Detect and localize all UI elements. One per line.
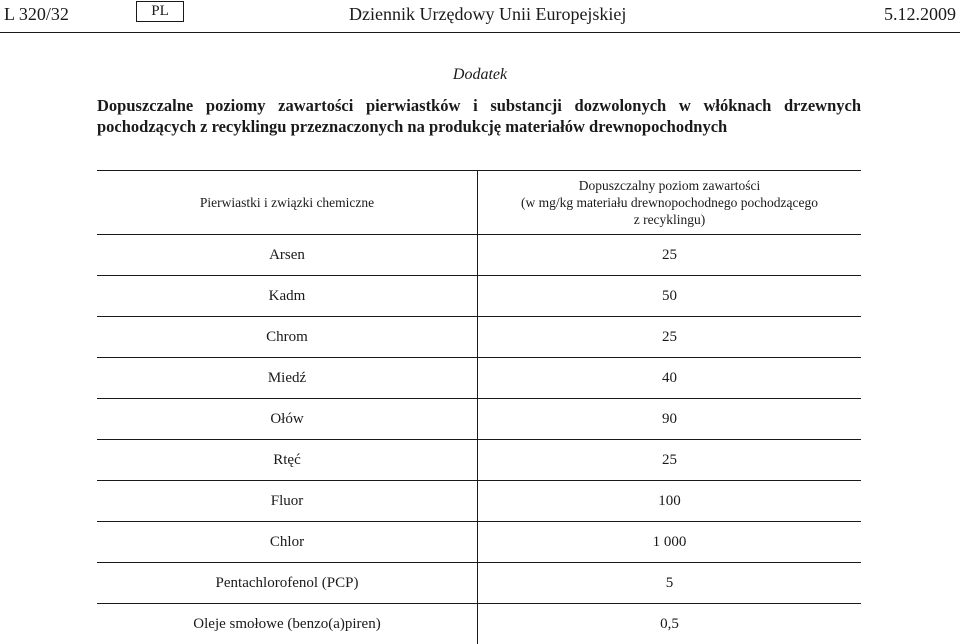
page-header — [0, 0, 960, 33]
table-row — [97, 440, 861, 481]
table-row — [97, 522, 861, 563]
element-name: Pentachlorofenol (PCP) — [97, 563, 478, 604]
journal-title: Dziennik Urzędowy Unii Europejskiej — [349, 4, 626, 25]
limits-table — [97, 170, 861, 644]
annex-label: Dodatek — [0, 66, 960, 84]
element-name: Arsen — [97, 235, 478, 276]
element-name: Miedź — [97, 358, 478, 399]
element-name: Chrom — [97, 317, 478, 358]
limit-value: 5 — [478, 563, 862, 604]
header-limit-line2: (w mg/kg materiału drewnopochodnego pochodzącego — [478, 194, 861, 211]
language-badge: PL — [136, 1, 184, 22]
table-row — [97, 317, 861, 358]
table-row — [97, 276, 861, 317]
element-name: Oleje smołowe (benzo(a)piren) — [97, 604, 478, 644]
table-row — [97, 481, 861, 522]
element-name: Chlor — [97, 522, 478, 563]
limit-value: 25 — [478, 440, 862, 481]
limit-value: 25 — [478, 235, 862, 276]
header-limit-line1: Dopuszczalny poziom zawartości — [478, 177, 861, 194]
element-name: Ołów — [97, 399, 478, 440]
element-name: Rtęć — [97, 440, 478, 481]
header-elements: Pierwiastki i związki chemiczne — [97, 171, 478, 235]
limit-value: 100 — [478, 481, 862, 522]
table-row — [97, 235, 861, 276]
element-name: Fluor — [97, 481, 478, 522]
limit-value: 25 — [478, 317, 862, 358]
limit-value: 1 000 — [478, 522, 862, 563]
limit-value: 40 — [478, 358, 862, 399]
page-reference: L 320/32 — [4, 4, 69, 25]
limit-value: 0,5 — [478, 604, 862, 644]
limit-value: 90 — [478, 399, 862, 440]
table-row — [97, 604, 861, 644]
annex-title: Dopuszczalne poziomy zawartości pierwiastków i substancji dozwolonych w włóknach drzewnych pochodzących z recyklingu przeznaczonych na produkcję materiałów drewnopochodnych — [97, 95, 861, 137]
publication-date: 5.12.2009 — [884, 4, 956, 25]
element-name: Kadm — [97, 276, 478, 317]
table-row — [97, 358, 861, 399]
limit-value: 50 — [478, 276, 862, 317]
header-limit — [478, 171, 862, 235]
header-limit-line3: z recyklingu) — [478, 211, 861, 228]
table-row — [97, 399, 861, 440]
table-row — [97, 563, 861, 604]
table-header-row — [97, 171, 861, 235]
